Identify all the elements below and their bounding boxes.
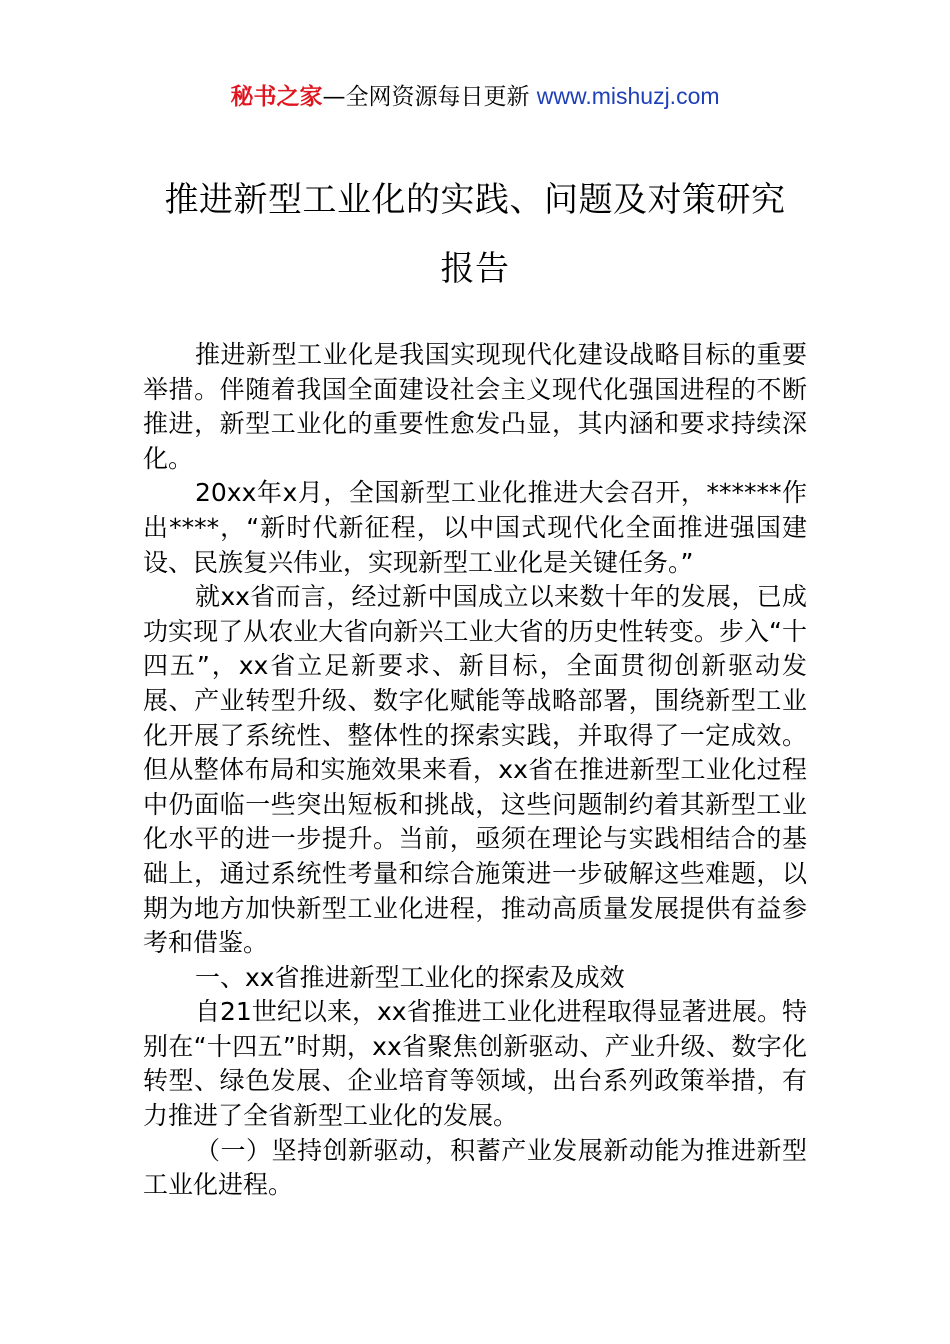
document-title-line-2: 报告 xyxy=(440,249,510,289)
paragraph-province-overview: 就xx省而言，经过新中国成立以来数十年的发展，已成功实现了从农业大省向新兴工业大省的历史性转变。步入“十四五”，xx省立足新要求、新目标，全面贯彻创新驱动发展、产业转型升级、数字化赋能等战略部署，围绕新型工业化开展了系统性、整体性的探索实践，并取得了一定成效。但从整体布局和实施效果来看，xx省在推进新型工业化过程中仍面临一些突出短板和挑战，这些问题制约着其新型工业化水平的进一步提升。当前，亟须在理论与实践相结合的基础上，通过系统性考量和综合施策进一步破解这些难题，以期为地方加快新型工业化进程，推动高质量发展提供有益参考和借鉴。 xyxy=(143,582,807,958)
subsection-heading-1: （一）坚持创新驱动，积蓄产业发展新动能为推进新型工业化进程。 xyxy=(143,1135,807,1200)
document-body xyxy=(143,338,807,1203)
site-url-link[interactable]: www.mishuzj.com xyxy=(536,83,720,109)
document-title-line-1: 推进新型工业化的实践、问题及对策研究 xyxy=(164,180,786,220)
paragraph-progress: 自21世纪以来，xx省推进工业化进程取得显著进展。特别在“十四五”时期，xx省聚焦创新驱动、产业升级、数字化转型、绿色发展、企业培育等领域，出台系列政策举措，有力推进了全省新型工业化的发展。 xyxy=(143,997,807,1131)
site-tagline: —全网资源每日更新 xyxy=(322,84,537,110)
site-header xyxy=(0,80,950,113)
section-heading-1: 一、xx省推进新型工业化的探索及成效 xyxy=(195,962,625,992)
paragraph-intro: 推进新型工业化是我国实现现代化建设战略目标的重要举措。伴随着我国全面建设社会主义现代化强国进程的不断推进，新型工业化的重要性愈发凸显，其内涵和要求持续深化。 xyxy=(143,340,807,473)
site-brand: 秘书之家 xyxy=(230,84,323,110)
paragraph-conference: 20xx年x月，全国新型工业化推进大会召开，******作出****，“新时代新征程，以中国式现代化全面推进强国建设、民族复兴伟业，实现新型工业化是关键任务。” xyxy=(143,478,807,577)
